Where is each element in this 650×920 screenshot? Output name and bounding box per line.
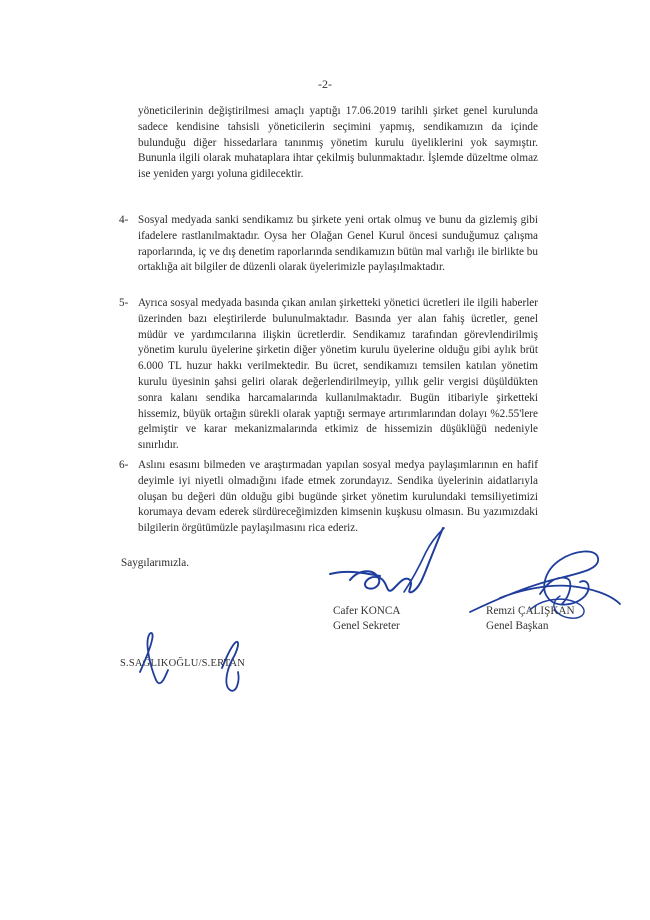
signatory-1-name: Cafer KONCA: [333, 605, 401, 617]
signatory-1-title: Genel Sekreter: [333, 620, 400, 632]
signature-cafer-konca-flourish: [404, 528, 444, 592]
reference-initials: S.SAĞLIKOĞLU/S.ERTAN: [120, 658, 246, 669]
paragraph-number-6: 6-: [119, 459, 129, 471]
signatory-2-name: Remzi ÇALIŞKAN: [486, 605, 575, 617]
page-number: -2-: [318, 77, 332, 91]
signatory-1: [333, 604, 400, 634]
signatory-2: [486, 604, 575, 634]
paragraph-5: Ayrıca sosyal medyada basında çıkan anılan şirketteki yönetici ücretleri ile ilgili haberler üzerinden bazı eleştirilerde bulunulmaktadır. Basında yer alan fahiş ücretler, genel müdür ve yardımcılarına ilişkin ücretlerdir. Sendikamız tarafından görevlendirilmiş yönetim kurulu üyelerine şirketin diğer yönetim kurulu üyelerine olduğu gibi aylık brüt 6.000 TL huzur hakkı verilmektedir. Bu ücret, sendikamızı temsilen katılan yönetim kurulu üyesinin şahsi geliri olarak değerlendirilmeyip, yıllık gelir vergisi düşüldükten sonra kalanı sendika harcamalarında kullanılmaktadır. Bugün itibariyle şirketteki hissemiz, büyük ortağın sürekli olarak yaptığı sermaye artırımlarından dolayı %2.55'lere gelmiştir ve karar mekanizmalarında etkimiz de hissemizin düşüklüğü nedeniyle sınırlıdır.: [138, 297, 538, 452]
closing-salutation: Saygılarımızla.: [121, 557, 190, 569]
paragraph-continuation: yöneticilerinin değiştirilmesi amaçlı yaptığı 17.06.2019 tarihli şirket genel kurulunda sadece kendisine tahsisli yöneticilerin seçimini yapmış, sendikamızın da içinde bulunduğu diğer hissedarlara tanınmış yönetim kurulu üyeliklerini yok saymıştır. Bununla ilgili olarak muhataplara ihtar çekilmiş bulunmaktadır. İşlemde düzeltme olmaz ise yeniden yargı yoluna gidilecektir.: [138, 105, 538, 181]
signature-remzi-caliskan: [470, 551, 620, 612]
signature-cafer-konca: [330, 528, 443, 592]
paragraph-4: Sosyal medyada sanki sendikamız bu şirkete yeni ortak olmuş ve bunu da gizlemiş gibi ifadelere rastlanılmaktadır. Oysa her Olağan Genel Kurul öncesi sunduğumuz çalışma raporlarında, iç ve dış denetim raporlarında sendikamızın bütün mal varlığı ile birlikte bu ortaklığa ait bilgiler de düzenli olarak üyelerimizle paylaşılmaktadır.: [138, 214, 538, 274]
paragraph-number-5: 5-: [119, 297, 129, 309]
signatory-2-title: Genel Başkan: [486, 620, 549, 632]
paragraph-number-4: 4-: [119, 214, 129, 226]
paragraph-6: Aslını esasını bilmeden ve araştırmadan yapılan sosyal medya paylaşımlarının en hafif deyimle iyi niyetli olmadığını ifade etmek zorundayız. Sendika üyelerinin aidatlarıyla oluşan bu değeri dün olduğu gibi bugünde şirket yönetim kurulundaki temsiliyetimizi korumaya devam ederek sürdüreceğimizden kimsenin kuşkusu olmasın. Bu yazımızdaki bilgilerin örgütümüzle paylaşılmasını rica ederiz.: [138, 459, 538, 535]
